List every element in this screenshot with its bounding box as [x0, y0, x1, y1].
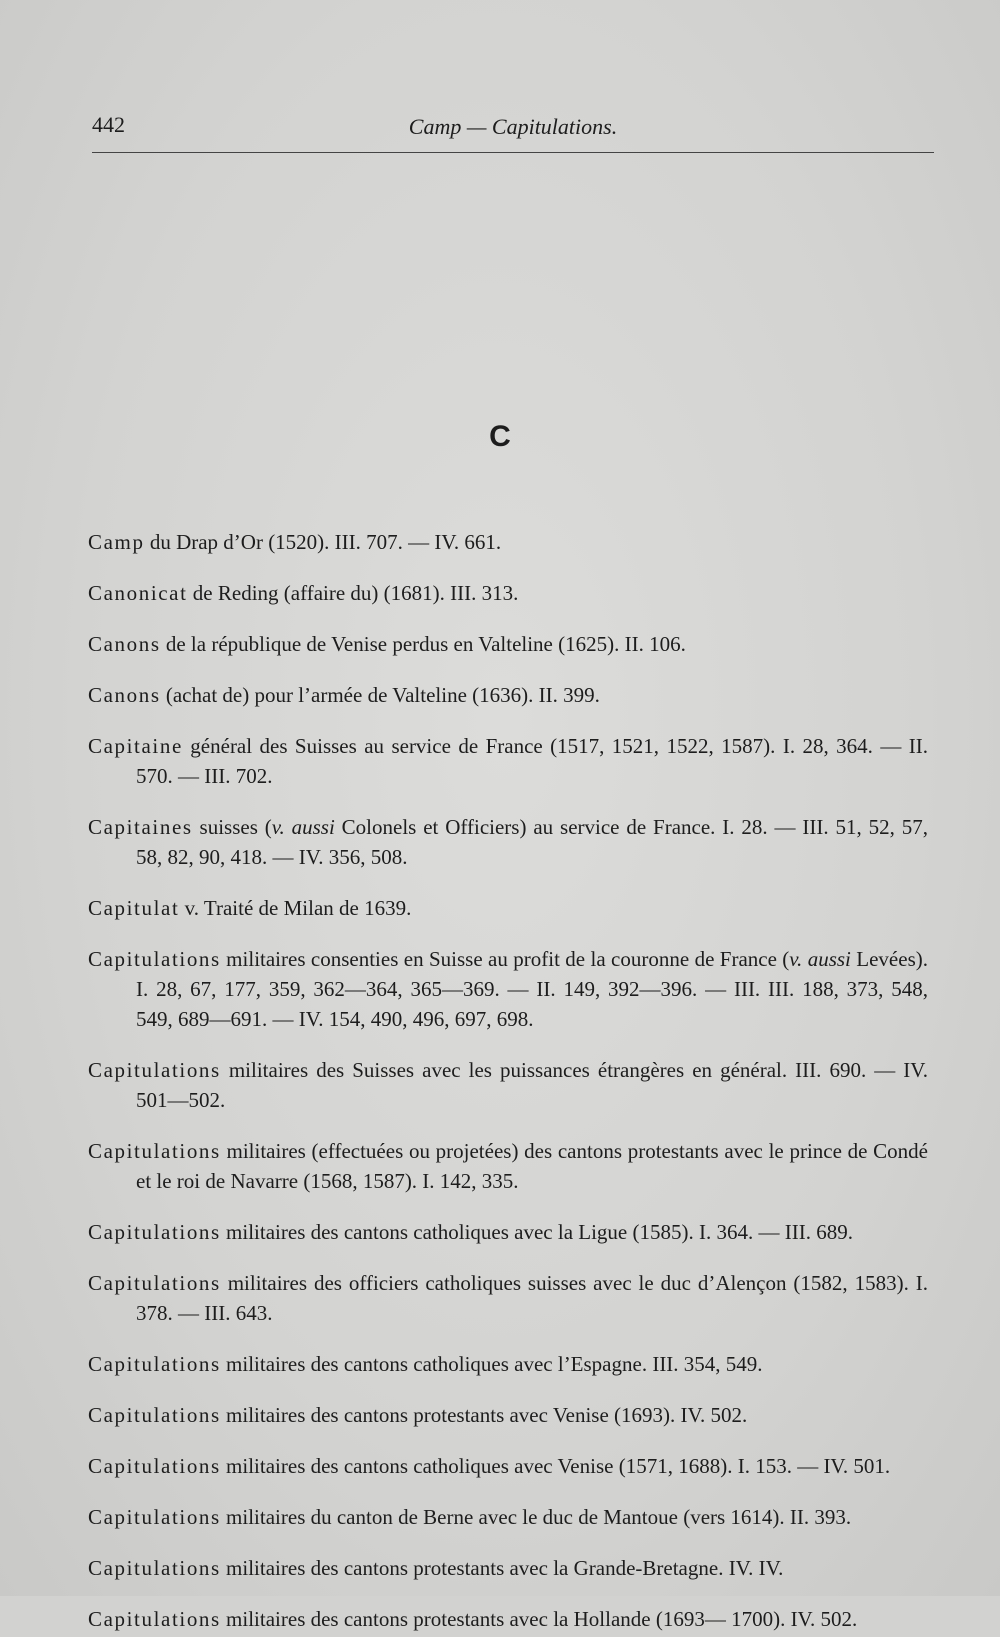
entry-text: militaires des officiers catholiques suisses avec le duc d’Alençon (1582, 1583). I. 378. — III. 643. [136, 1271, 928, 1325]
entry-text: militaires des cantons protestants avec la Hollande (1693— 1700). IV. 502. [220, 1607, 858, 1631]
entry-text: général des Suisses au service de France (1517, 1521, 1522, 1587). I. 28, 364. — II. 570. — III. 702. [136, 734, 928, 788]
page-header [92, 112, 934, 142]
index-entry [88, 1217, 928, 1247]
entry-head: Capitulations [88, 1556, 221, 1580]
entry-text: Colonels et Officiers) au service de France. I. 28. — III. 51, 52, 57, 58, 82, 90, 418. — IV. 356, 508. [136, 815, 928, 869]
index-entry [88, 680, 928, 710]
index-entry [88, 1451, 928, 1481]
entry-head: Capitulations [88, 1271, 221, 1295]
header-rule [92, 152, 934, 153]
entry-head: Canonicat [88, 581, 188, 605]
entry-head: Capitaines [88, 815, 193, 839]
index-entry [88, 731, 928, 791]
entry-text: de la république de Venise perdus en Valteline (1625). II. 106. [160, 632, 686, 656]
section-letter: C [489, 420, 511, 453]
entry-text: (achat de) pour l’armée de Valteline (1636). II. 399. [160, 683, 600, 707]
index-entry [88, 1400, 928, 1430]
entry-text: militaires des cantons protestants avec la Grande-Bretagne. IV. IV. [220, 1556, 784, 1580]
entry-head: Capitulations [88, 1352, 221, 1376]
entry-text: du Drap d’Or (1520). III. 707. — IV. 661. [144, 530, 502, 554]
entry-text: militaires des Suisses avec les puissances étrangères en général. III. 690. — IV. 501—502. [136, 1058, 928, 1112]
entry-text: de Reding (affaire du) (1681). III. 313. [187, 581, 519, 605]
entry-head: Capitulations [88, 1403, 221, 1427]
entry-text: militaires du canton de Berne avec le duc de Mantoue (vers 1614). II. 393. [220, 1505, 852, 1529]
entry-head: Capitulations [88, 1058, 221, 1082]
entry-head: Capitulations [88, 1220, 221, 1244]
index-entry [88, 1349, 928, 1379]
entry-italic-text: v. aussi [789, 947, 851, 971]
entry-text: militaires des cantons protestants avec Venise (1693). IV. 502. [220, 1403, 748, 1427]
entry-head: Capitaine [88, 734, 183, 758]
index-entries [88, 506, 928, 1637]
running-title: Camp — Capitulations. [408, 114, 618, 139]
index-entry [88, 527, 928, 557]
entry-text: v. Traité de Milan de 1639. [179, 896, 412, 920]
page-number: 442 [92, 112, 125, 137]
index-entry [88, 1553, 928, 1583]
index-entry [88, 1136, 928, 1196]
index-entry [88, 578, 928, 608]
entry-head: Camp [88, 530, 145, 554]
entry-text: militaires des cantons catholiques avec Venise (1571, 1688). I. 153. — IV. 501. [220, 1454, 891, 1478]
entry-text: militaires des cantons catholiques avec la Ligue (1585). I. 364. — III. 689. [220, 1220, 853, 1244]
index-entry [88, 1268, 928, 1328]
entry-head: Capitulations [88, 1505, 221, 1529]
index-entry [88, 1055, 928, 1115]
entry-head: Canons [88, 632, 161, 656]
entry-text: suisses ( [192, 815, 272, 839]
index-entry [88, 1502, 928, 1532]
entry-head: Capitulat [88, 896, 180, 920]
index-entry [88, 1604, 928, 1634]
entry-italic-text: v. aussi [271, 815, 335, 839]
index-entry [88, 812, 928, 872]
entry-head: Capitulations [88, 1139, 221, 1163]
index-entry [88, 629, 928, 659]
entry-text: militaires des cantons catholiques avec l’Espagne. III. 354, 549. [220, 1352, 763, 1376]
entry-head: Capitulations [88, 947, 221, 971]
index-entry [88, 944, 928, 1034]
entry-head: Capitulations [88, 1454, 221, 1478]
entry-text: militaires (effectuées ou projetées) des cantons protestants avec le prince de Condé et le roi de Navarre (1568, 1587). I. 142, 335. [136, 1139, 928, 1193]
index-entry [88, 893, 928, 923]
entry-head: Canons [88, 683, 161, 707]
entry-head: Capitulations [88, 1607, 221, 1631]
entry-text: Levées). I. 28, 67, 177, 359, 362—364, 365—369. — II. 149, 392—396. — III. III. 188, 373, 548, 549, 689—691. — IV. 154, 490, 496, 697, 698. [136, 947, 928, 1031]
entry-text: militaires consenties en Suisse au profit de la couronne de France ( [220, 947, 790, 971]
